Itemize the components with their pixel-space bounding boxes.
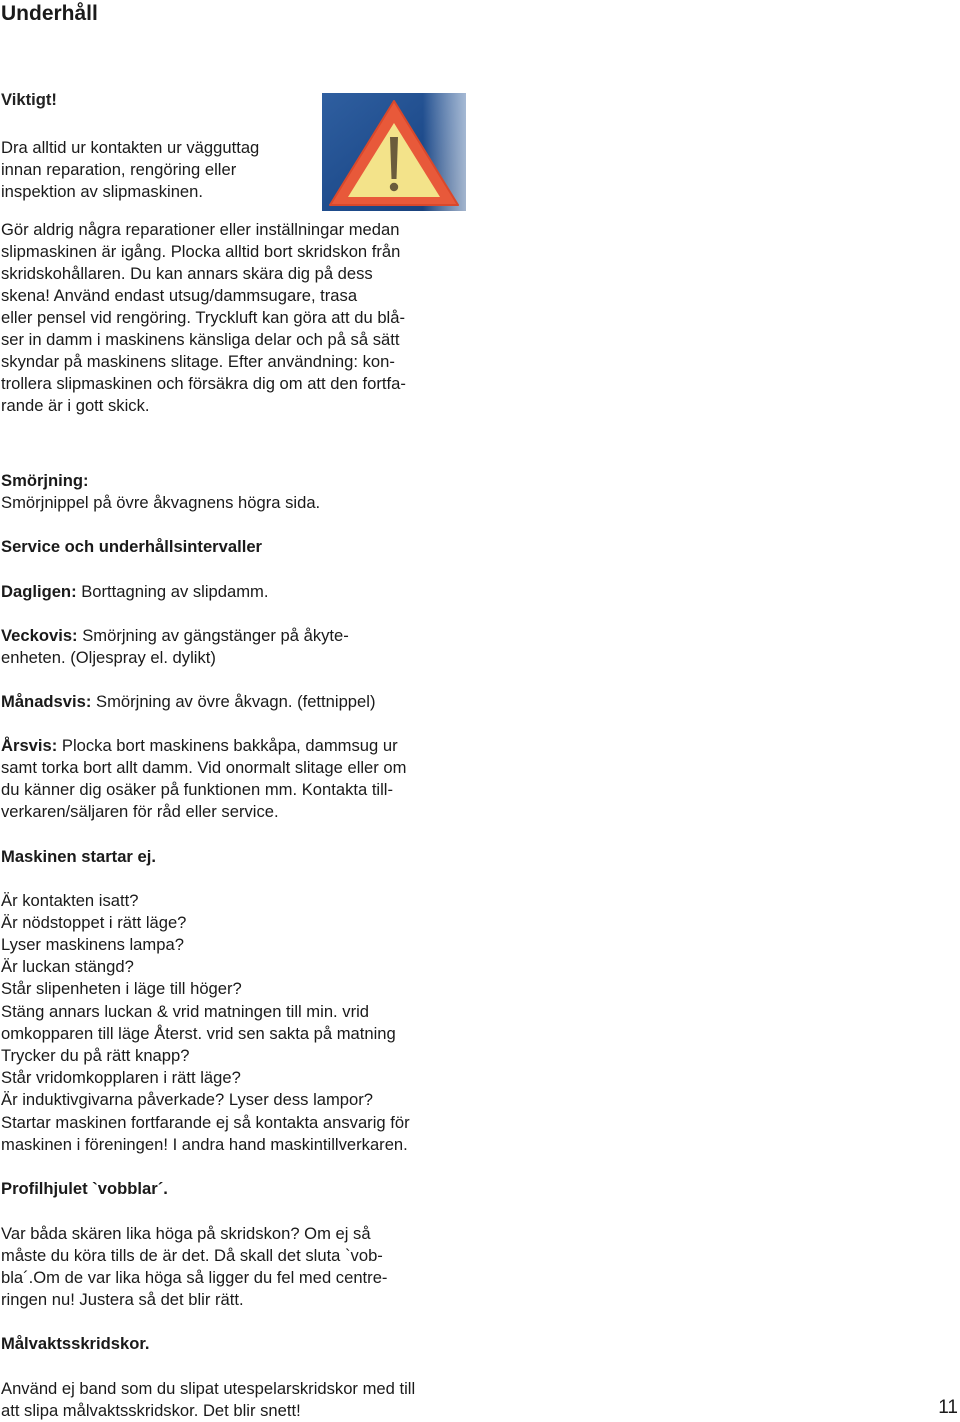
- goalie-line: att slipa målvaktsskridskor. Det blir snett!: [1, 1401, 301, 1420]
- goalie-heading: Målvaktsskridskor.: [1, 1334, 150, 1353]
- page-number: 11: [938, 1397, 958, 1418]
- important-line: Gör aldrig några reparationer eller inställningar medan: [1, 220, 400, 239]
- important-line: skyndar på maskinens slitage. Efter användning: kon-: [1, 352, 395, 371]
- yearly-line: du känner dig osäker på funktionen mm. Kontakta till-: [1, 780, 394, 799]
- service-heading: Service och underhållsintervaller: [1, 537, 263, 556]
- important-line: ser in damm i maskinens känsliga delar och på så sätt: [1, 330, 400, 349]
- lubrication-text: Smörjnippel på övre åkvagnens högra sida.: [1, 493, 321, 512]
- page-title: Underhåll: [1, 2, 98, 25]
- important-line: skena! Använd endast utsug/dammsugare, trasa: [1, 286, 358, 305]
- checklist-item: Lyser maskinens lampa?: [1, 935, 184, 954]
- checklist-item: Är luckan stängd?: [1, 957, 134, 976]
- important-line: inspektion av slipmaskinen.: [1, 182, 203, 201]
- wobble-line: ringen nu! Justera så det blir rätt.: [1, 1290, 244, 1309]
- checklist-item: Står vridomkopplaren i rätt läge?: [1, 1068, 241, 1087]
- yearly-label: Årsvis:: [1, 736, 58, 755]
- important-line: Dra alltid ur kontakten ur vägguttag: [1, 138, 260, 157]
- goalie-line: Använd ej band som du slipat utespelarskridskor med till: [1, 1379, 416, 1398]
- not-starting-heading: Maskinen startar ej.: [1, 847, 156, 866]
- yearly-line: verkaren/säljaren för råd eller service.: [1, 802, 279, 821]
- wobble-heading: Profilhjulet `vobblar´.: [1, 1179, 168, 1198]
- important-line: slipmaskinen är igång. Plocka alltid bort skridskon från: [1, 242, 401, 261]
- lubrication-heading: Smörjning:: [1, 471, 89, 490]
- wobble-line: Var båda skären lika höga på skridskon? Om ej så: [1, 1224, 371, 1243]
- important-line: eller pensel vid rengöring. Tryckluft kan göra att du blå-: [1, 308, 405, 327]
- checklist-item: Stäng annars luckan & vrid matningen till min. vrid: [1, 1002, 370, 1021]
- daily-label: Dagligen:: [1, 582, 77, 601]
- checklist-item: Är kontakten isatt?: [1, 891, 139, 910]
- checklist-item: maskinen i föreningen! I andra hand maskintillverkaren.: [1, 1135, 408, 1154]
- important-line: trollera slipmaskinen och försäkra dig om att den fortfa-: [1, 374, 406, 393]
- weekly-text: Smörjning av gängstänger på åkyte-: [82, 626, 349, 645]
- daily-text: Borttagning av slipdamm.: [81, 582, 269, 601]
- checklist-item: Trycker du på rätt knapp?: [1, 1046, 190, 1065]
- checklist-item: omkopparen till läge Återst. vrid sen sakta på matning: [1, 1024, 396, 1043]
- weekly-label: Veckovis:: [1, 626, 78, 645]
- warning-triangle-icon: [322, 93, 466, 211]
- monthly-text: Smörjning av övre åkvagn. (fettnippel): [96, 692, 376, 711]
- wobble-line: bla´.Om de var lika höga så ligger du fel med centre-: [1, 1268, 388, 1287]
- important-line: skridskohållaren. Du kan annars skära dig på dess: [1, 264, 373, 283]
- checklist-item: Står slipenheten i läge till höger?: [1, 979, 242, 998]
- important-line: rande är i gott skick.: [1, 396, 150, 415]
- yearly-line: samt torka bort allt damm. Vid onormalt slitage eller om: [1, 758, 407, 777]
- wobble-line: måste du köra tills de är det. Då skall det sluta `vob-: [1, 1246, 383, 1265]
- checklist-item: Är induktivgivarna påverkade? Lyser dess lampor?: [1, 1090, 374, 1109]
- yearly-text: Plocka bort maskinens bakkåpa, dammsug ur: [61, 736, 398, 755]
- checklist-item: Är nödstoppet i rätt läge?: [1, 913, 187, 932]
- important-heading: Viktigt!: [1, 90, 57, 109]
- important-line: innan reparation, rengöring eller: [1, 160, 237, 179]
- monthly-label: Månadsvis:: [1, 692, 92, 711]
- checklist-item: Startar maskinen fortfarande ej så kontakta ansvarig för: [1, 1113, 410, 1132]
- weekly-text-cont: enheten. (Oljespray el. dylikt): [1, 648, 216, 667]
